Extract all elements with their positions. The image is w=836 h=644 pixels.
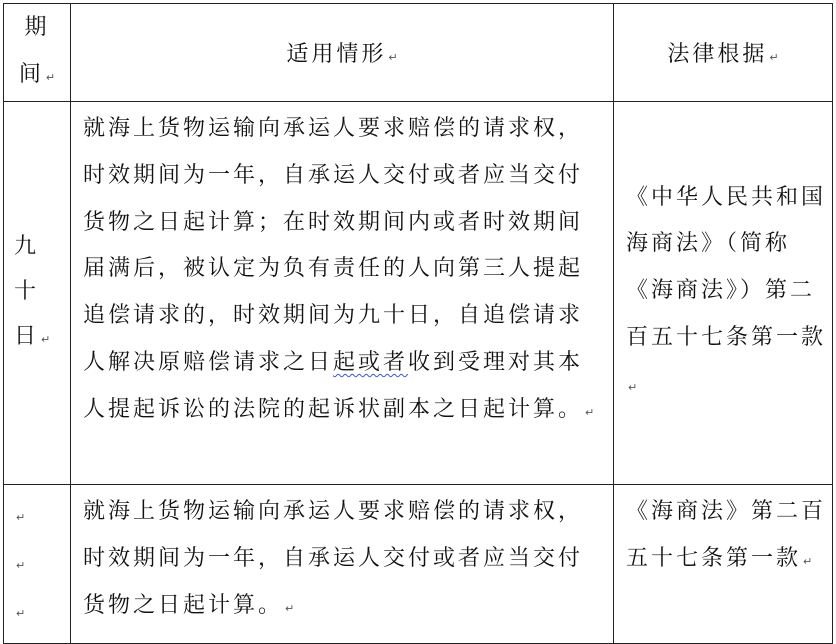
period-char: 九	[14, 234, 40, 259]
header-applicable-case	[71, 4, 614, 102]
paragraph-mark: ↵	[16, 607, 26, 620]
case-text: 就海上货物运输向承运人要求赔偿的请求权，时效期间为一年，自承运人交付或者应当交付货物之日起计算；在时效期间内或者时效期间届满后，被认定为负有责任的人向第三人提起追偿请求的，时效期间为九十日，自追偿请求人解决原赔偿请求之日	[83, 116, 584, 375]
case-cell	[71, 485, 614, 644]
paragraph-mark: ↵	[16, 511, 26, 524]
law-cell	[614, 485, 833, 644]
header-row	[4, 4, 833, 102]
period-char: 日	[14, 324, 40, 349]
law-text: 《海商法》第二百五十七条第一款	[626, 499, 827, 571]
law-cell	[614, 102, 833, 485]
paragraph-mark: ↵	[41, 333, 51, 346]
header-case-label: 适用情形	[286, 42, 387, 67]
paragraph-mark: ↵	[769, 51, 779, 64]
period-cell	[4, 485, 71, 644]
paragraph-mark: ↵	[45, 71, 56, 84]
header-period	[4, 4, 71, 102]
case-cell	[71, 102, 614, 485]
table-row	[4, 102, 833, 485]
paragraph-mark: ↵	[285, 601, 295, 615]
case-text: 就海上货物运输向承运人要求赔偿的请求权，时效期间为一年，自承运人交付或者应当交付货物之日起计算。	[83, 499, 584, 618]
paragraph-mark: ↵	[388, 51, 398, 64]
case-text: 收到受理对其本人提起诉讼的法院的起诉状副本之日起计算。	[83, 349, 584, 422]
paragraph-mark: ↵	[803, 554, 813, 568]
header-period-char: 期	[24, 15, 50, 40]
period-cell	[4, 102, 71, 485]
paragraph-mark: ↵	[16, 559, 26, 572]
paragraph-mark: ↵	[628, 380, 638, 394]
period-char: 十	[14, 279, 40, 304]
header-period-char: 间	[18, 62, 44, 87]
grammar-flagged-text: 起或者	[333, 349, 409, 375]
table-row	[4, 485, 833, 644]
header-law-label: 法律根据	[667, 42, 768, 67]
limitation-period-table	[3, 3, 833, 644]
header-legal-basis	[614, 4, 833, 102]
paragraph-mark: ↵	[585, 405, 595, 419]
law-text: 《中华人民共和国海商法》（简称《海商法》）第二百五十七条第一款	[626, 184, 827, 350]
